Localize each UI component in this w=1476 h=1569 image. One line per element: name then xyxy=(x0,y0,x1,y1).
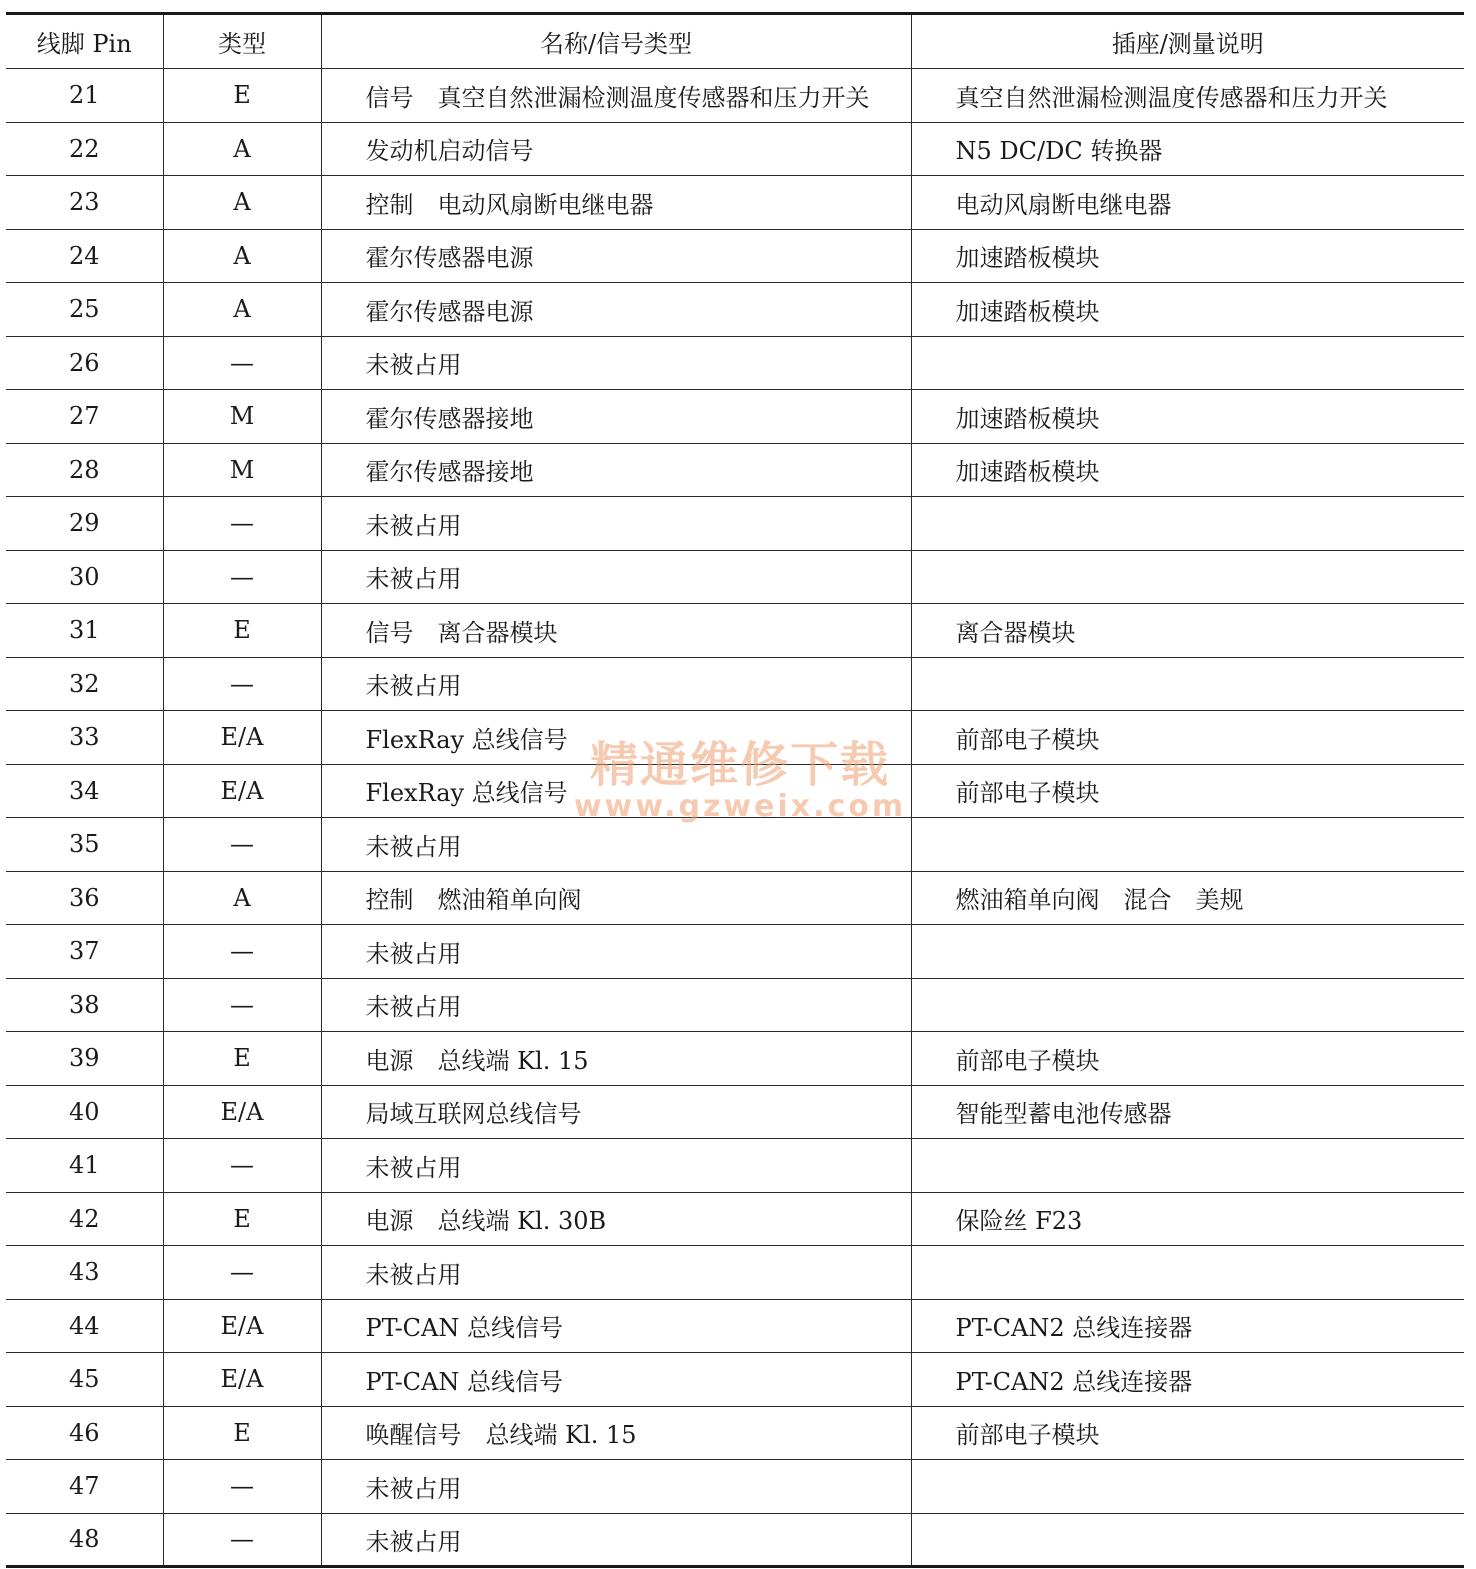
table-row xyxy=(6,764,1464,818)
watermark-text: 精通维修下载 xyxy=(589,737,890,793)
note-cell xyxy=(911,336,1464,390)
note-cell: 真空自然泄漏检测温度传感器和压力开关 xyxy=(911,69,1464,123)
name-cell: 未被占用 xyxy=(321,925,911,979)
name-cell: 唤醒信号 总线端 Kl. 15 xyxy=(321,1406,911,1460)
table-row xyxy=(6,657,1464,711)
table-row xyxy=(6,69,1464,123)
table-row xyxy=(6,1513,1464,1567)
header-socket-note: 插座/测量说明 xyxy=(911,14,1464,69)
table-row xyxy=(6,176,1464,230)
note-cell: 前部电子模块 xyxy=(911,1406,1464,1460)
name-cell: 局域互联网总线信号 xyxy=(321,1085,911,1139)
note-cell: 加速踏板模块 xyxy=(911,390,1464,444)
header-pin: 线脚 Pin xyxy=(6,14,163,69)
type-cell: A xyxy=(163,283,321,337)
pin-cell: 32 xyxy=(6,657,163,711)
name-cell: 控制 电动风扇断电继电器 xyxy=(321,176,911,230)
type-cell: A xyxy=(163,176,321,230)
name-cell: 未被占用 xyxy=(321,1460,911,1514)
note-cell xyxy=(911,1460,1464,1514)
pin-cell: 47 xyxy=(6,1460,163,1514)
name-cell: PT-CAN 总线信号 xyxy=(321,1353,911,1407)
pin-cell: 24 xyxy=(6,229,163,283)
table-row xyxy=(6,550,1464,604)
type-cell: — xyxy=(163,1513,321,1567)
name-cell: 未被占用 xyxy=(321,978,911,1032)
pin-cell: 36 xyxy=(6,871,163,925)
pin-cell: 40 xyxy=(6,1085,163,1139)
type-cell: E xyxy=(163,604,321,658)
type-cell: — xyxy=(163,1246,321,1300)
type-cell: — xyxy=(163,550,321,604)
type-cell: M xyxy=(163,390,321,444)
type-cell: M xyxy=(163,443,321,497)
note-cell: N5 DC/DC 转换器 xyxy=(911,122,1464,176)
pin-cell: 35 xyxy=(6,818,163,872)
note-cell: 前部电子模块 xyxy=(911,764,1464,818)
name-cell: 霍尔传感器接地 xyxy=(321,390,911,444)
name-cell: 信号 离合器模块 xyxy=(321,604,911,658)
name-cell: 未被占用 xyxy=(321,336,911,390)
table-row xyxy=(6,978,1464,1032)
type-cell: — xyxy=(163,497,321,551)
note-cell: 保险丝 F23 xyxy=(911,1192,1464,1246)
name-cell: 霍尔传感器电源 xyxy=(321,229,911,283)
table-row xyxy=(6,1299,1464,1353)
note-cell: 离合器模块 xyxy=(911,604,1464,658)
type-cell: E/A xyxy=(163,1299,321,1353)
table-row xyxy=(6,871,1464,925)
name-cell: 信号 真空自然泄漏检测温度传感器和压力开关 xyxy=(321,69,911,123)
table-row xyxy=(6,925,1464,979)
type-cell: — xyxy=(163,925,321,979)
name-cell: 未被占用 xyxy=(321,657,911,711)
table-body xyxy=(6,69,1464,1567)
type-cell: E/A xyxy=(163,1085,321,1139)
name-cell: PT-CAN 总线信号 xyxy=(321,1299,911,1353)
table-row xyxy=(6,283,1464,337)
table-row xyxy=(6,1192,1464,1246)
table-row xyxy=(6,818,1464,872)
note-cell: 加速踏板模块 xyxy=(911,443,1464,497)
type-cell: — xyxy=(163,818,321,872)
table-row xyxy=(6,1460,1464,1514)
header-type: 类型 xyxy=(163,14,321,69)
note-cell: PT-CAN2 总线连接器 xyxy=(911,1353,1464,1407)
table-row xyxy=(6,711,1464,765)
type-cell: E xyxy=(163,69,321,123)
pin-table-container xyxy=(6,12,1464,1568)
table-row xyxy=(6,443,1464,497)
type-cell: E xyxy=(163,1406,321,1460)
note-cell xyxy=(911,1246,1464,1300)
note-cell xyxy=(911,978,1464,1032)
note-cell xyxy=(911,497,1464,551)
note-cell xyxy=(911,550,1464,604)
type-cell: — xyxy=(163,336,321,390)
name-cell: 电源 总线端 Kl. 15 xyxy=(321,1032,911,1086)
pin-cell: 37 xyxy=(6,925,163,979)
pin-cell: 29 xyxy=(6,497,163,551)
pin-cell: 27 xyxy=(6,390,163,444)
watermark-url: www.gzweix.com xyxy=(573,789,907,824)
type-cell: E/A xyxy=(163,1353,321,1407)
type-cell: E xyxy=(163,1032,321,1086)
note-cell: PT-CAN2 总线连接器 xyxy=(911,1299,1464,1353)
table-row xyxy=(6,497,1464,551)
table-row xyxy=(6,336,1464,390)
name-cell: 未被占用 xyxy=(321,497,911,551)
note-cell: 前部电子模块 xyxy=(911,1032,1464,1086)
name-cell: 未被占用 xyxy=(321,550,911,604)
pin-cell: 31 xyxy=(6,604,163,658)
table-row xyxy=(6,1353,1464,1407)
note-cell xyxy=(911,1139,1464,1193)
note-cell xyxy=(911,1513,1464,1567)
name-cell: 霍尔传感器接地 xyxy=(321,443,911,497)
pin-cell: 30 xyxy=(6,550,163,604)
note-cell: 电动风扇断电继电器 xyxy=(911,176,1464,230)
name-cell: FlexRay 总线信号 xyxy=(321,764,911,818)
pin-cell: 38 xyxy=(6,978,163,1032)
pin-cell: 45 xyxy=(6,1353,163,1407)
pin-cell: 22 xyxy=(6,122,163,176)
pin-cell: 25 xyxy=(6,283,163,337)
pin-cell: 23 xyxy=(6,176,163,230)
type-cell: E xyxy=(163,1192,321,1246)
note-cell xyxy=(911,818,1464,872)
type-cell: — xyxy=(163,657,321,711)
table-row xyxy=(6,1139,1464,1193)
name-cell: 未被占用 xyxy=(321,1139,911,1193)
type-cell: — xyxy=(163,978,321,1032)
note-cell xyxy=(911,657,1464,711)
type-cell: A xyxy=(163,871,321,925)
note-cell: 加速踏板模块 xyxy=(911,283,1464,337)
note-cell: 智能型蓄电池传感器 xyxy=(911,1085,1464,1139)
pin-cell: 21 xyxy=(6,69,163,123)
pin-cell: 48 xyxy=(6,1513,163,1567)
name-cell: 未被占用 xyxy=(321,1246,911,1300)
name-cell: 电源 总线端 Kl. 30B xyxy=(321,1192,911,1246)
type-cell: E/A xyxy=(163,711,321,765)
pin-cell: 26 xyxy=(6,336,163,390)
pin-cell: 46 xyxy=(6,1406,163,1460)
type-cell: A xyxy=(163,122,321,176)
note-cell xyxy=(911,925,1464,979)
name-cell: 控制 燃油箱单向阀 xyxy=(321,871,911,925)
table-row xyxy=(6,229,1464,283)
type-cell: — xyxy=(163,1139,321,1193)
name-cell: 霍尔传感器电源 xyxy=(321,283,911,337)
pin-cell: 34 xyxy=(6,764,163,818)
pin-cell: 42 xyxy=(6,1192,163,1246)
type-cell: — xyxy=(163,1460,321,1514)
name-cell: 未被占用 xyxy=(321,818,911,872)
table-row xyxy=(6,390,1464,444)
header-name-signal: 名称/信号类型 xyxy=(321,14,911,69)
note-cell: 燃油箱单向阀 混合 美规 xyxy=(911,871,1464,925)
note-cell: 前部电子模块 xyxy=(911,711,1464,765)
type-cell: A xyxy=(163,229,321,283)
table-row xyxy=(6,604,1464,658)
table-row xyxy=(6,1085,1464,1139)
table-row xyxy=(6,122,1464,176)
pin-cell: 28 xyxy=(6,443,163,497)
type-cell: E/A xyxy=(163,764,321,818)
table-header xyxy=(6,14,1464,69)
name-cell: 发动机启动信号 xyxy=(321,122,911,176)
pin-cell: 41 xyxy=(6,1139,163,1193)
header-row xyxy=(6,14,1464,69)
pin-assignment-table xyxy=(6,12,1464,1568)
pin-cell: 39 xyxy=(6,1032,163,1086)
pin-cell: 44 xyxy=(6,1299,163,1353)
note-cell: 加速踏板模块 xyxy=(911,229,1464,283)
pin-cell: 33 xyxy=(6,711,163,765)
name-cell: 未被占用 xyxy=(321,1513,911,1567)
name-cell: FlexRay 总线信号 xyxy=(321,711,911,765)
table-row xyxy=(6,1246,1464,1300)
table-row xyxy=(6,1406,1464,1460)
pin-cell: 43 xyxy=(6,1246,163,1300)
table-row xyxy=(6,1032,1464,1086)
